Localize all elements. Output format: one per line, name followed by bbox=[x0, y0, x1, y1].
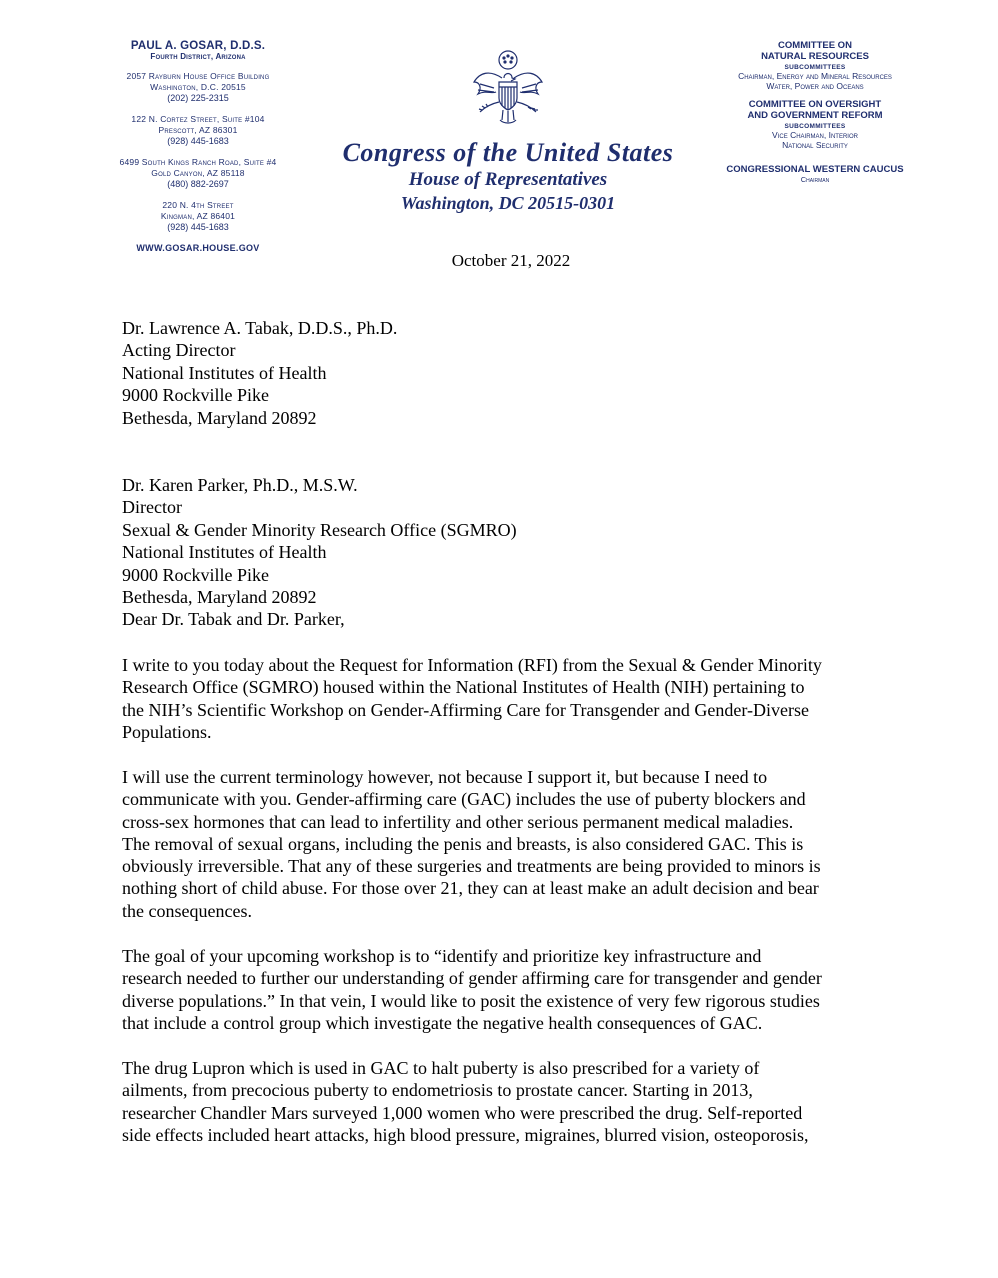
recipient-city: Bethesda, Maryland 20892 bbox=[122, 587, 317, 608]
recipient-org: National Institutes of Health bbox=[122, 542, 327, 563]
subcommittees-label: SUBCOMMITTEES bbox=[784, 64, 846, 71]
subcommittee-role: Water, Power and Oceans bbox=[766, 81, 864, 91]
office-gold-canyon: 6499 South Kings Ranch Road, Suite #4 Gold Canyon, AZ 85118 (480) 882-2697 bbox=[119, 157, 277, 189]
member-district: Fourth District, Arizona bbox=[150, 52, 246, 61]
recipient-org: National Institutes of Health bbox=[122, 362, 327, 383]
body-paragraph: The drug Lupron which is used in GAC to halt puberty is also prescribed for a variety of ailments, from precocious puberty to endometriosis to prostate cancer. Starting in 2013, researcher Chandler Mars surveyed 1,000 women who were prescribed the drug. Self-reported side effects included heart attacks, high blood pressure, migraines, blurred vision, osteoporosis, bbox=[122, 1058, 809, 1145]
recipient-name: Dr. Lawrence A. Tabak, D.D.S., Ph.D. bbox=[122, 318, 398, 338]
member-name: PAUL A. GOSAR, D.D.S. bbox=[130, 40, 266, 52]
recipient-street: 9000 Rockville Pike bbox=[122, 385, 269, 406]
body-paragraph: I write to you today about the Request for Information (RFI) from the Sexual & Gender Minority Research Office (SGMRO) housed within the National Institutes of Health (NIH) pertaining to the NIH’s Scientific Workshop on Gender-Affirming Care for Transgender and Gender-Diverse Populations. bbox=[122, 655, 822, 742]
house-title: House of Representatives bbox=[408, 169, 608, 190]
caucus-role: Chairman bbox=[800, 175, 830, 184]
recipient-city: Bethesda, Maryland 20892 bbox=[122, 407, 317, 428]
committee-oversight: COMMITTEE ON OVERSIGHT AND GOVERNMENT REFORM bbox=[747, 99, 883, 121]
subcommittee-role: National Security bbox=[782, 140, 848, 150]
body-paragraph: The goal of your upcoming workshop is to “identify and prioritize key infrastructure and research needed to further our understanding of gender affirming care for transgender and gender diverse populations.” In that vein, I would like to posit the existence of very few rigorous studies that include a control group which investigate the negative health consequences of GAC. bbox=[122, 946, 822, 1033]
recipient-street: 9000 Rockville Pike bbox=[122, 564, 269, 585]
recipient-address bbox=[122, 474, 517, 608]
office-washington: 2057 Rayburn House Office Building Washington, D.C. 20515 (202) 225-2315 bbox=[126, 71, 270, 103]
recipient-name: Dr. Karen Parker, Ph.D., M.S.W. bbox=[122, 475, 358, 495]
city-zip: Washington, DC 20515-0301 bbox=[400, 193, 616, 213]
subcommittees-label: SUBCOMMITTEES bbox=[784, 123, 846, 130]
recipient-office: Sexual & Gender Minority Research Office (SGMRO) bbox=[122, 519, 517, 540]
body-paragraph: I will use the current terminology however, not because I support it, but because I need to communicate with you. Gender-affirming care (GAC) includes the use of puberty blockers and cross-sex hormones that can lead to infertility and other serious permanent medical maladies. The removal of sexual organs, including the penis and breasts, is also considered GAC. This is obviously irreversible. That any of these surgeries and treatments are being provided to minors is nothing short of child abuse. For those over 21, they can at least make an adult decision and bear the consequences. bbox=[122, 767, 821, 921]
recipient-title: Director bbox=[122, 497, 182, 518]
recipient-address bbox=[122, 317, 397, 429]
website-link[interactable]: WWW.GOSAR.HOUSE.GOV bbox=[136, 243, 260, 253]
great-seal-icon bbox=[472, 48, 544, 128]
letter-date: October 21, 2022 bbox=[451, 251, 571, 270]
congress-title: Congress of the United States bbox=[342, 138, 674, 167]
salutation: Dear Dr. Tabak and Dr. Parker, bbox=[122, 609, 345, 629]
office-prescott: 122 N. Cortez Street, Suite #104 Prescott, AZ 86301 (928) 445-1683 bbox=[131, 114, 265, 146]
member-letterhead bbox=[98, 40, 298, 253]
subcommittee-role: Vice Chairman, Interior bbox=[772, 130, 858, 140]
committee-natural-resources: COMMITTEE ON NATURAL RESOURCES bbox=[761, 40, 869, 62]
institution-header bbox=[320, 138, 696, 214]
office-kingman: 220 N. 4th Street Kingman, AZ 86401 (928) 445-1683 bbox=[160, 200, 236, 232]
western-caucus: CONGRESSIONAL WESTERN CAUCUS bbox=[726, 164, 904, 175]
subcommittee-role: Chairman, Energy and Mineral Resources bbox=[738, 71, 892, 81]
committee-letterhead bbox=[700, 40, 930, 184]
recipient-title: Acting Director bbox=[122, 340, 236, 361]
